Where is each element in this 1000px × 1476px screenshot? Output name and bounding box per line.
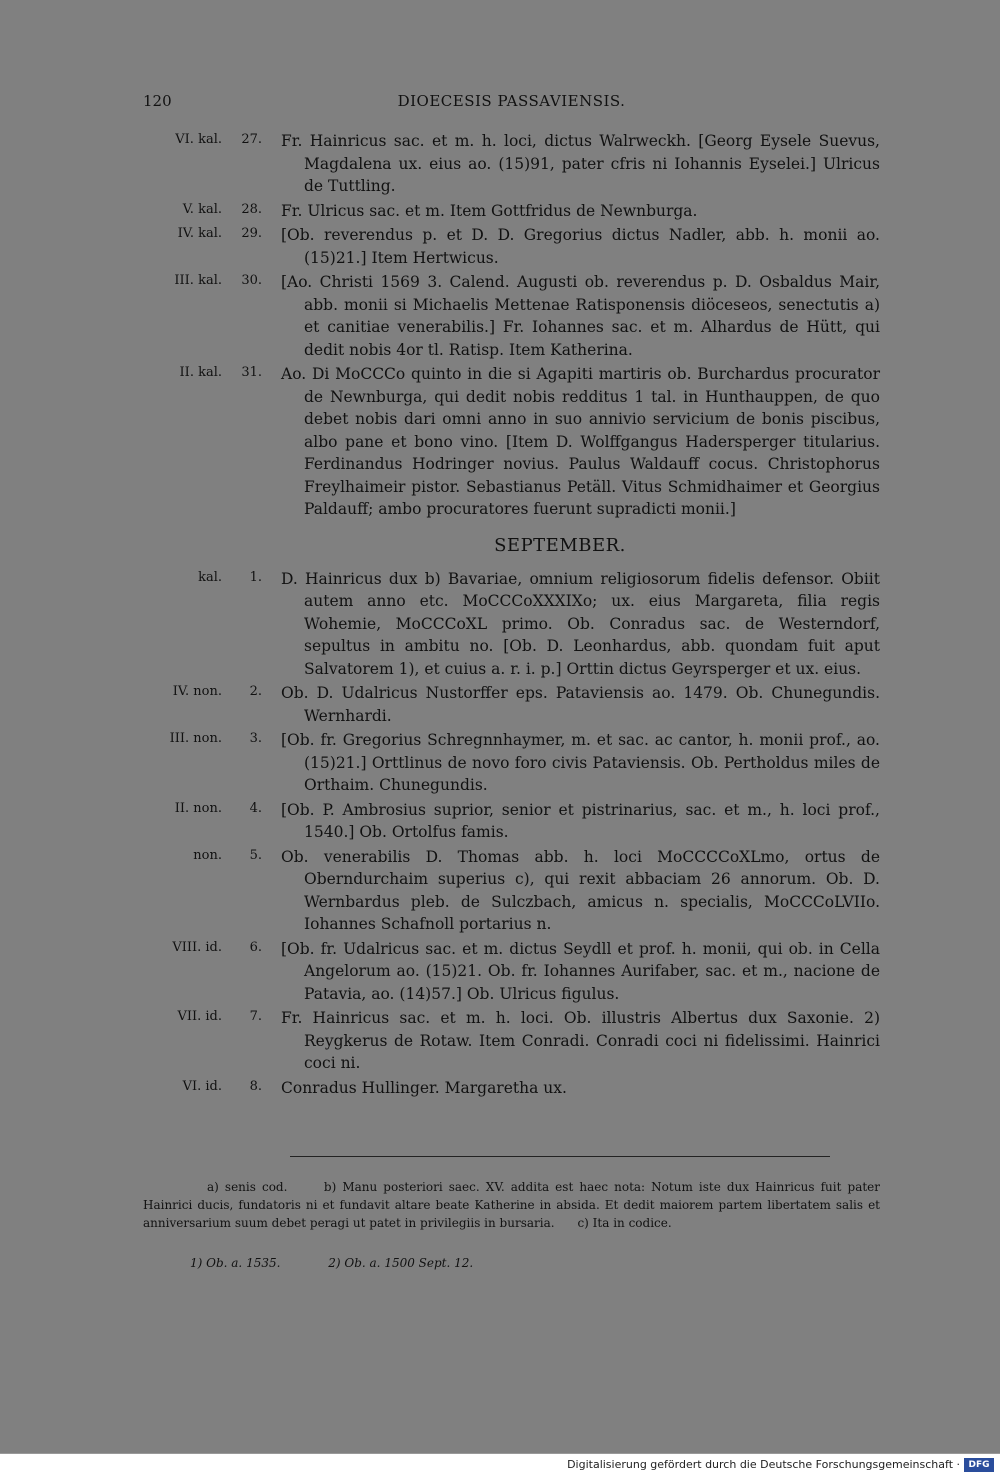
footnotes — [143, 1178, 880, 1232]
entry-day: 27. — [241, 132, 262, 147]
note-2: 2) Ob. a. 1500 Sept. 12. — [328, 1256, 474, 1270]
entry-aug-28 — [0, 200, 1000, 223]
entry-sep-5 — [0, 846, 1000, 936]
running-title: DIOECESIS PASSAVIENSIS. — [397, 92, 626, 110]
entry-aug-30 — [0, 271, 1000, 361]
entry-sep-7 — [0, 1007, 1000, 1075]
entry-day: 28. — [241, 201, 262, 217]
entry-aug-27 — [0, 130, 1000, 198]
month-heading: SEPTEMBER. — [494, 534, 626, 556]
entry-day: 29. — [241, 226, 262, 241]
entry-sep-1 — [0, 568, 1000, 681]
entry-day: 7. — [249, 1009, 262, 1024]
entry-text: [Ob. reverendus p. et D. D. Gregorius dictus Nadler, abb. h. monii ao. (15)21.] Item Hertwicus. — [281, 226, 880, 267]
dfg-logo-icon: DFG — [964, 1458, 994, 1472]
entry-sep-3 — [0, 729, 1000, 797]
entry-text: Fr. Hainricus sac. et m. h. loci. Ob. illustris Albertus dux Saxonie. 2) Reygkerus de Rotaw. Item Conradi. Conradi coci ni fidelissimi. Hainrici coci ni. — [281, 1009, 880, 1072]
entry-day: 1. — [249, 569, 262, 585]
footnote-c: c) Ita in codice. — [577, 1216, 672, 1230]
footnote-b: b) Manu posteriori saec. XV. addita est haec nota: Notum iste dux Hainricus fuit pater Hainrici ducis, fundatoris ni et fundavit altare beate Katherine in absida. Et dedit maiorem partem libertatem salis et anniversarium suum debet peragi ut patet in privilegiis in bursaria. — [143, 1180, 881, 1230]
entry-date: V. kal. — [182, 201, 222, 217]
entry-text: Fr. Hainricus sac. et m. h. loci, dictus Walrweckh. [Georg Eysele Suevus, Magdalena ux. eius ao. (15)91, pater cfris ni Iohannis Eyselei.] Ulricus de Tuttling. — [281, 132, 880, 195]
editor-notes — [190, 1256, 517, 1270]
entry-date: non. — [193, 847, 222, 863]
entry-text: [Ob. P. Ambrosius suprior, senior et pistrinarius, sac. et m., h. loci prof., 1540.] Ob. Ortolfus famis. — [281, 800, 880, 841]
entry-text: Fr. Ulricus sac. et m. Item Gottfridus de Newnburga. — [281, 201, 698, 220]
entry-text: Ob. venerabilis D. Thomas abb. h. loci MoCCCCoXLmo, ortus de Oberndurchaim superius c), qui rexit abbaciam 26 annorum. Ob. D. Wernbardus pleb. de Sulczbach, amicus n. specialis, MoCCCoLVIIo. Iohannes Schafnoll portarius n. — [281, 847, 880, 933]
entry-day: 5. — [249, 847, 262, 863]
entry-date: IV. non. — [172, 684, 222, 699]
entry-date: IV. kal. — [177, 226, 222, 241]
page-header — [143, 92, 880, 114]
entry-day: 8. — [249, 1078, 262, 1094]
footnotes-paragraph — [143, 1178, 880, 1232]
entry-text: [Ob. fr. Gregorius Schregnnhaymer, m. et sac. ac cantor, h. monii prof., ao. (15)21.] Orttlinus de novo foro civis Pataviensis. Ob. Pertholdus miles de Orthaim. Chunegundis. — [281, 731, 880, 794]
entry-text: Ao. Di MoCCCo quinto in die si Agapiti martiris ob. Burchardus procurator de Newnburga, qui dedit nobis redditus 1 tal. in Hunthauppen, de quo debet nobis dari omni anno in suo annivio servicium de bonis piscibus, albo pane et bono vino. [Item D. Wolffgangus Hadersperger titularius. Ferdinandus Hodringer novius. Paulus Waldauff cocus. Christophorus Freylhaimeir pistor. Sebastianus Petäll. Vitus Schmidhaimer et Georgius Paldauff; ambo procuratores fuerunt supradicti monii.] — [281, 365, 880, 518]
entry-day: 6. — [249, 939, 262, 955]
entry-aug-31 — [0, 363, 1000, 521]
entry-date: kal. — [198, 569, 222, 585]
entry-sep-2 — [0, 682, 1000, 727]
entry-date: III. kal. — [174, 273, 222, 288]
note-1: 1) Ob. a. 1535. — [190, 1256, 281, 1270]
entry-date: VI. kal. — [175, 132, 222, 147]
entry-date: III. non. — [169, 731, 222, 746]
entry-sep-8 — [0, 1077, 1000, 1100]
entry-date: II. kal. — [179, 365, 222, 380]
entry-day: 30. — [241, 273, 262, 288]
entry-sep-4 — [0, 799, 1000, 844]
entry-text: Ob. D. Udalricus Nustorffer eps. Pataviensis ao. 1479. Ob. Chunegundis. Wernhardi. — [281, 684, 880, 725]
entry-text: Conradus Hullinger. Margaretha ux. — [281, 1078, 567, 1097]
page-number: 120 — [143, 92, 172, 110]
calendar-entries — [0, 130, 1000, 1101]
entry-text: D. Hainricus dux b) Bavariae, omnium religiosorum fidelis defensor. Obiit autem anno etc. MoCCCoXXXIXo; ux. eius Margareta, filia regis Wohemie, MoCCCoXL primo. Ob. Conradus sac. de Westerndorf, sepultus in ambitu no. [Ob. D. Leonhardus, abb. quondam fuit aput Salvatorem 1), et cuius a. r. i. p.] Orttin dictus Geyrsperger et ux. eius. — [281, 569, 880, 678]
entry-date: VII. id. — [177, 1009, 222, 1024]
funding-credit: Digitalisierung gefördert durch die Deutsche Forschungsgemeinschaft · — [567, 1458, 960, 1471]
entry-day: 3. — [249, 731, 262, 746]
footnote-a: a) senis cod. — [207, 1180, 288, 1194]
footnote-divider — [290, 1156, 830, 1157]
entry-day: 2. — [249, 684, 262, 699]
entry-date: II. non. — [174, 800, 222, 816]
entry-text: [Ob. fr. Udalricus sac. et m. dictus Seydll et prof. h. monii, qui ob. in Cella Angelorum ao. (15)21. Ob. fr. Iohannes Aurifaber, sac. et m., nacione de Patavia, ao. (14)57.] Ob. Ulricus figulus. — [281, 939, 880, 1003]
entry-date: VI. id. — [182, 1078, 222, 1094]
entry-aug-29 — [0, 224, 1000, 269]
entry-text: [Ao. Christi 1569 3. Calend. Augusti ob. reverendus p. D. Osbaldus Mair, abb. monii si Michaelis Mettenae Ratisponensis diöceseos, senectutis a) et canitiae venerabilis.] Fr. Iohannes sac. et m. Alhardus de Hütt, qui dedit nobis 4or tl. Ratisp. Item Katherina. — [281, 273, 880, 359]
entry-day: 31. — [241, 365, 262, 380]
entry-day: 4. — [249, 800, 262, 816]
funding-bar — [0, 1453, 1000, 1476]
entry-date: VIII. id. — [172, 939, 222, 955]
entry-sep-6 — [0, 938, 1000, 1006]
